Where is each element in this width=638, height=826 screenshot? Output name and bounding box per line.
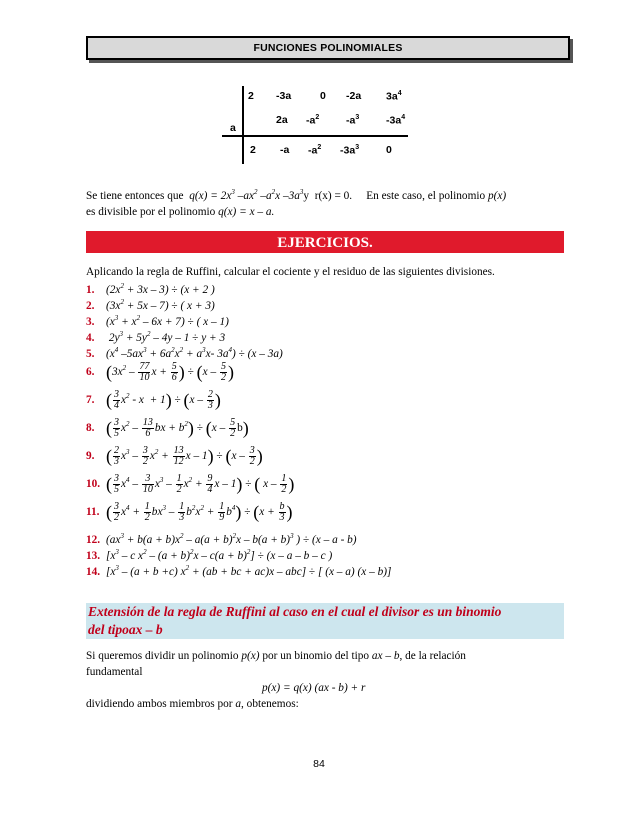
exercise-3: 3. $(x^3 + x^2 - 6x + 7)$ ÷ ( x – 1) <box>86 314 229 328</box>
ruffini-r2-c4: $-a^3$ <box>346 114 360 127</box>
ejercicios-banner <box>86 231 564 253</box>
ruffini-r1-c3: 0 <box>320 90 326 102</box>
ruffini-r3-c2: -a <box>280 144 290 156</box>
paragraph-extension-line3: dividiendo ambos miembros por a, obtenemos: <box>86 698 299 710</box>
paragraph-extension <box>86 648 566 712</box>
ruffini-divisor: a <box>230 122 236 134</box>
paragraph-extension-line1: Si queremos dividir un polinomio p(x) por un binomio del tipo ax – b, de la relación <box>86 650 466 662</box>
ruffini-r3-c3: $-a^2$ <box>308 144 322 157</box>
exercise-2: 2. $(3x^2 + 5x - 7)$ ÷ ( x + 3) <box>86 298 215 312</box>
ruffini-r1-c1: 2 <box>248 90 254 102</box>
ruffini-r2-c2: 2a <box>276 114 288 126</box>
exercise-5: 5. ($x^4$ $-5ax^3 + 6a^2x^2 + a^3x-$ $3a^4) \div (x - 3a)$ <box>86 346 283 360</box>
exercise-10: 10. ( $\frac{3}{5}$ $x^4$ – $\frac{3}{10}$ $x^3$ – $\frac{1}{2}$ $x^2$ + $\frac{9}{4}$ x – 1) ÷ ( x – $\frac{1}{2}$ ) <box>86 473 295 495</box>
ruffini-r2-c5: $-3a^4$ <box>386 114 406 127</box>
paragraph-quotient-line2: es divisible por el polinomio q(x) = x – a. <box>86 205 275 218</box>
page-number: 84 <box>313 758 325 770</box>
paragraph-quotient <box>86 184 566 220</box>
ruffini-r3-c5: 0 <box>386 144 392 156</box>
exercise-instructions: Aplicando la regla de Ruffini, calcular el cociente y el residuo de las siguientes divisiones. <box>86 266 495 278</box>
paragraph-quotient-line1: Se tiene entonces que $q(x) = 2x^3$ $-ax^2$ $-a^2x$ $-3a^3y$ r(x) = 0. En este caso, el polinomio p(x) <box>86 188 507 202</box>
exercise-12: 12. ($ax^3 + b(a + b)x^2 - a(a + b)^2x - b(a + b)^3$ ) ÷ (x – a - b) <box>86 532 357 546</box>
exercise-8: 8. ( $\frac{3}{5}$ $x^2$ – $\frac{13}{6}$ bx + $b^2) \div (x$ – $\frac{5}{2}$ b) <box>86 417 249 439</box>
ruffini-r3-c4: $-3a^3$ <box>340 144 360 157</box>
ruffini-table <box>220 86 410 164</box>
exercise-11: 11. ( $\frac{3}{2}$ $x^4$ + $\frac{1}{2}$ $bx^3$ – $\frac{1}{3}$ $b^2x^2$ + $\frac{1}{9}$ $b^4) \div (x$ + $\frac{b}{3}$ ) <box>86 501 293 523</box>
exercise-4: 4. $2y^3 + 5y^2 - 4y - 1 \div y + 3$ <box>86 330 226 344</box>
exercise-6: 6. ($3x^2$ – $\frac{77}{10}$ x + $\frac{5}{6}$ ) ÷ (x – $\frac{5}{2}$ ) <box>86 361 234 383</box>
extension-heading <box>86 603 564 639</box>
fundamental-formula: p(x) = q(x) (ax - b) + r <box>262 682 366 694</box>
exercise-13: 13. [$x^3$ – c $x^2 - (a + b)^2x - c(a + b)^2] \div (x - a - b - c$ ) <box>86 548 333 562</box>
ruffini-r1-c5: $3a^4$ <box>386 90 402 103</box>
ejercicios-title: EJERCICIOS. <box>277 235 373 251</box>
extension-heading-line2: del tipoax – b <box>88 622 163 637</box>
ruffini-r1-c2: -3a <box>276 90 292 102</box>
exercise-1: 1. $(2x^2 + 3x - 3) \div (x + 2$ ) <box>86 282 215 296</box>
exercise-9: 9. ( $\frac{2}{3}$ $x^3$ – $\frac{3}{2}$ $x^2$ + $\frac{13}{12}$ x – 1) ÷ (x – $\frac{3}{2}$ ) <box>86 445 263 467</box>
ruffini-r2-c3: $-a^2$ <box>306 114 320 127</box>
ruffini-r1-c4: -2a <box>346 90 362 102</box>
chapter-header <box>86 36 570 60</box>
exercise-7: 7. ( $\frac{3}{4}$ $x^2 - x + 1) \div (x$ – $\frac{2}{3}$ ) <box>86 389 221 411</box>
ruffini-r3-c1: 2 <box>250 144 256 156</box>
chapter-title: FUNCIONES POLINOMIALES <box>253 42 403 54</box>
extension-heading-line1: Extensión de la regla de Ruffini al caso en el cual el divisor es un binomio <box>88 604 502 619</box>
paragraph-extension-line2: fundamental <box>86 666 143 678</box>
exercise-14: 14. [$x^3 - (a + b +c) x^2 + (ab$ + bc + ac)x – abc] ÷ [ (x – a) (x – b)] <box>86 564 392 578</box>
